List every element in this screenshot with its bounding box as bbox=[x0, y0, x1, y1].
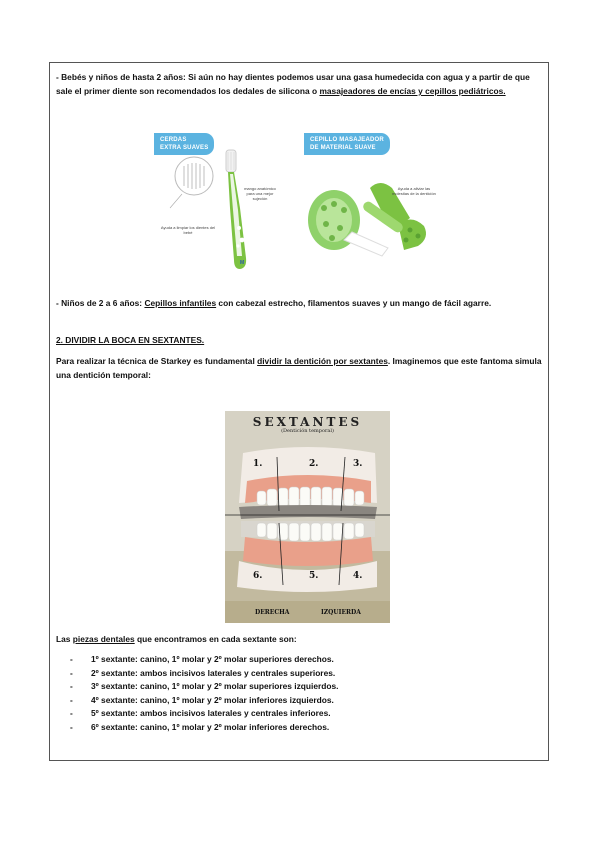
toothbrush-image bbox=[148, 128, 278, 273]
massager-image bbox=[300, 128, 450, 268]
right-side-label: DERECHA bbox=[255, 609, 290, 616]
kids-link[interactable]: Cepillos infantiles bbox=[144, 298, 217, 308]
babies-text: Si aún no hay dientes podemos usar una gasa humedecida con agua y a partir de que sale el primer diente son recomendados los dedales de silicona o bbox=[56, 72, 530, 96]
photo-subtitle: (Dentición temporal) bbox=[281, 428, 334, 434]
list-item: - 3º sextante: canino, 1º molar y 2º molar superiores izquierdos. bbox=[70, 681, 339, 692]
dental-model-icon bbox=[225, 411, 390, 623]
badge1-line1: CERDAS bbox=[160, 137, 187, 143]
photo-title: SEXTANTES bbox=[252, 415, 363, 429]
pieces-text1: Las bbox=[56, 634, 73, 644]
list-item: - 4º sextante: canino, 1º molar y 2º molar inferiores izquierdos. bbox=[70, 694, 334, 705]
babies-paragraph bbox=[56, 70, 544, 98]
svg-text:M: M bbox=[240, 260, 245, 266]
badge2-line2: DE MATERIAL SUAVE bbox=[310, 145, 376, 151]
badge1-line2: EXTRA SUAVES bbox=[160, 145, 209, 151]
babies-lead: - Bebés y niños de hasta 2 años: bbox=[56, 72, 186, 82]
gum-massager-icon bbox=[300, 128, 450, 268]
pieces-paragraph bbox=[56, 632, 544, 646]
sextant-label-2: 2. bbox=[309, 459, 319, 469]
intro-text2: . Imaginemos que este fantoma simula una dentición temporal: bbox=[56, 356, 542, 380]
sextant-label-6: 6. bbox=[253, 571, 263, 581]
list-item: - 5º sextante: ambos incisivos laterales y centrales inferiores. bbox=[70, 708, 331, 719]
kids-lead: - Niños de 2 a 6 años: bbox=[56, 298, 143, 308]
list-item: - 2º sextante: ambos incisivos laterales y centrales superiores. bbox=[70, 667, 336, 678]
kids-paragraph bbox=[56, 296, 544, 310]
list-item: - 1º sextante: canino, 1º molar y 2º molar superiores derechos. bbox=[70, 654, 334, 664]
toothbrush-note-right: mango anatómico para una mejor sujeción bbox=[244, 186, 276, 201]
intro-text1: Para realizar la técnica de Starkey es fundamental bbox=[56, 356, 258, 366]
intro-paragraph bbox=[56, 354, 544, 382]
kids-text: con cabezal estrecho, filamentos suaves y un mango de fácil agarre. bbox=[216, 298, 492, 308]
pieces-text2: que encontramos en cada sextante son: bbox=[134, 634, 297, 644]
sextant-list bbox=[70, 653, 339, 735]
section-title: 2. DIVIDIR LA BOCA EN SEXTANTES. bbox=[56, 335, 205, 345]
sextant-label-4: 4. bbox=[353, 571, 363, 581]
sextant-label-1: 1. bbox=[253, 459, 263, 469]
intro-link[interactable]: dividir la dentición por sextantes bbox=[257, 356, 388, 366]
sextant-label-5: 5. bbox=[309, 571, 319, 581]
sextants-photo bbox=[225, 411, 390, 623]
massager-note: Ayuda a aliviar las molestias de la dentición bbox=[392, 186, 436, 196]
list-item: - 6º sextante: canino, 1º molar y 2º molar inferiores derechos. bbox=[70, 721, 330, 732]
sextant-label-3: 3. bbox=[353, 459, 363, 469]
pieces-link[interactable]: piezas dentales bbox=[72, 634, 135, 644]
left-side-label: IZQUIERDA bbox=[321, 609, 361, 616]
badge2-line1: CEPILLO MASAJEADOR bbox=[310, 137, 384, 143]
babies-link[interactable]: masajeadores de encías y cepillos pediátricos. bbox=[319, 86, 506, 96]
toothbrush-note-left: Ayuda a limpiar los dientes del bebé bbox=[160, 225, 216, 235]
